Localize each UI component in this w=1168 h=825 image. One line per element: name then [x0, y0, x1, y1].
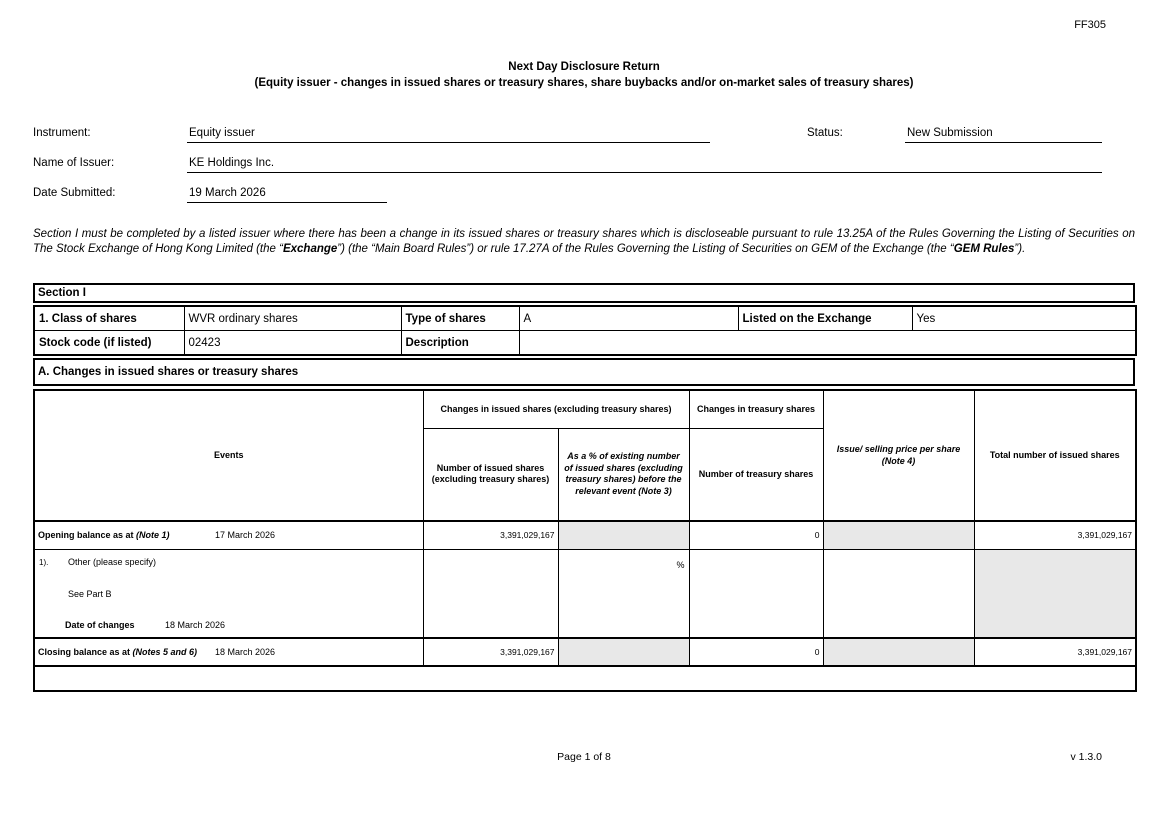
event-1-number-treasury-empty — [689, 549, 823, 638]
event-1-row — [34, 549, 1136, 638]
closing-balance-label: Closing balance as at — [38, 647, 133, 657]
event-1-date-line — [65, 620, 423, 631]
percent-column-header: As a % of existing number of issued shares (excluding treasury shares) before the relevant event (Note 3) — [558, 428, 689, 521]
intro-term-gem-rules: GEM Rules — [953, 243, 1015, 256]
closing-balance-label-wrap — [38, 647, 215, 657]
opening-balance-date: 17 March 2026 — [215, 530, 276, 541]
date-submitted-value: 19 March 2026 — [187, 187, 387, 203]
closing-balance-event-cell — [34, 638, 423, 666]
closing-total-issued: 3,391,029,167 — [974, 638, 1136, 666]
opening-total-issued: 3,391,029,167 — [974, 521, 1136, 549]
listed-on-exchange-label: Listed on the Exchange — [738, 306, 912, 331]
intro-paragraph — [33, 227, 1135, 258]
status-value: New Submission — [905, 127, 1102, 143]
type-of-shares-value: A — [519, 306, 738, 331]
stock-code-value: 02423 — [184, 331, 401, 356]
form-code: FF305 — [1074, 19, 1106, 31]
event-1-type-line — [39, 557, 423, 568]
class-of-shares-table — [33, 305, 1137, 356]
listed-on-exchange-value: Yes — [912, 306, 1136, 331]
closing-balance-row — [34, 638, 1136, 666]
version-label: v 1.3.0 — [1070, 751, 1102, 763]
closing-balance-note: (Notes 5 and 6) — [132, 647, 198, 657]
page-subtitle: (Equity issuer - changes in issued shares or treasury shares, share buybacks and/or on-market sales of treasury shares) — [254, 77, 914, 89]
closing-number-issued: 3,391,029,167 — [423, 638, 558, 666]
page-title: Next Day Disclosure Return — [508, 61, 660, 73]
empty-spacer-cell — [34, 666, 1136, 691]
closing-number-treasury: 0 — [689, 638, 823, 666]
intro-text-1: Section I must be completed by a listed issuer where there has been a change in its issued shares or treasury shares which is discloseable pursuant to rule 13.25A of the Rules Governing the Listing of Securities on The Stock Exchange of Hong Kong Limited (the “ — [33, 228, 1135, 256]
title-block — [0, 61, 1168, 89]
event-1-number-issued-empty — [423, 549, 558, 638]
event-1-date-label: Date of changes — [65, 619, 135, 630]
events-column-header: Events — [34, 390, 423, 521]
date-submitted-label: Date Submitted: — [33, 187, 116, 199]
opening-percent-cell-shaded — [558, 521, 689, 549]
description-label: Description — [401, 331, 519, 356]
opening-balance-note: (Note 1) — [136, 530, 170, 541]
issuer-value: KE Holdings Inc. — [187, 157, 1102, 173]
issuer-label: Name of Issuer: — [33, 157, 115, 169]
section-1 — [33, 283, 1135, 692]
event-1-type: Other (please specify) — [68, 556, 157, 567]
opening-price-cell-shaded — [823, 521, 974, 549]
opening-number-treasury: 0 — [689, 521, 823, 549]
status-label: Status: — [807, 127, 843, 139]
instrument-value: Equity issuer — [187, 127, 710, 143]
intro-text-2: ”) (the “Main Board Rules” — [337, 243, 471, 256]
part-a-title-bar: A. Changes in issued shares or treasury shares — [33, 358, 1135, 386]
event-1-percent-unit: % — [558, 549, 689, 638]
section-1-title-bar: Section I — [33, 283, 1135, 303]
total-column-header: Total number of issued shares — [974, 390, 1136, 521]
event-1-date: 18 March 2026 — [165, 619, 226, 630]
closing-balance-date: 18 March 2026 — [215, 647, 276, 657]
opening-number-issued: 3,391,029,167 — [423, 521, 558, 549]
intro-text-3: ) or rule 17.27A of the Rules Governing the Listing of Securities on GEM of the Exchange (the “ — [470, 243, 954, 256]
event-1-index: 1). — [39, 557, 49, 567]
page-number: Page 1 of 8 — [557, 751, 611, 763]
event-1-price-empty — [823, 549, 974, 638]
number-treasury-column-header: Number of treasury shares — [689, 428, 823, 521]
class-of-shares-row — [34, 306, 1136, 331]
empty-spacer-row — [34, 666, 1136, 691]
opening-balance-event-cell — [34, 521, 423, 549]
stock-code-row — [34, 331, 1136, 356]
header-fields — [33, 121, 1105, 211]
opening-balance-label: Opening balance as at — [38, 530, 137, 541]
instrument-row — [33, 121, 1105, 143]
closing-price-cell-shaded — [823, 638, 974, 666]
class-of-shares-label: 1. Class of shares — [34, 306, 184, 331]
class-of-shares-value: WVR ordinary shares — [184, 306, 401, 331]
changes-table-header-row-1 — [34, 390, 1136, 428]
event-1-cell — [34, 549, 423, 638]
issuer-row — [33, 151, 1105, 173]
description-value — [519, 331, 1136, 356]
opening-balance-row — [34, 521, 1136, 549]
instrument-label: Instrument: — [33, 127, 91, 139]
type-of-shares-label: Type of shares — [401, 306, 519, 331]
intro-text-4: ”). — [1014, 243, 1026, 256]
intro-term-exchange: Exchange — [282, 243, 338, 256]
changes-table — [33, 389, 1137, 692]
closing-percent-cell-shaded — [558, 638, 689, 666]
stock-code-label: Stock code (if listed) — [34, 331, 184, 356]
event-1-detail: See Part B — [68, 588, 112, 599]
opening-balance-label-wrap — [38, 530, 215, 540]
treasury-shares-group-header: Changes in treasury shares — [689, 390, 823, 428]
date-submitted-row — [33, 181, 1105, 203]
issued-shares-group-header: Changes in issued shares (excluding treasury shares) — [423, 390, 689, 428]
event-1-total-cell-shaded — [974, 549, 1136, 638]
number-issued-column-header: Number of issued shares (excluding treasury shares) — [423, 428, 558, 521]
price-column-header: Issue/ selling price per share (Note 4) — [823, 390, 974, 521]
